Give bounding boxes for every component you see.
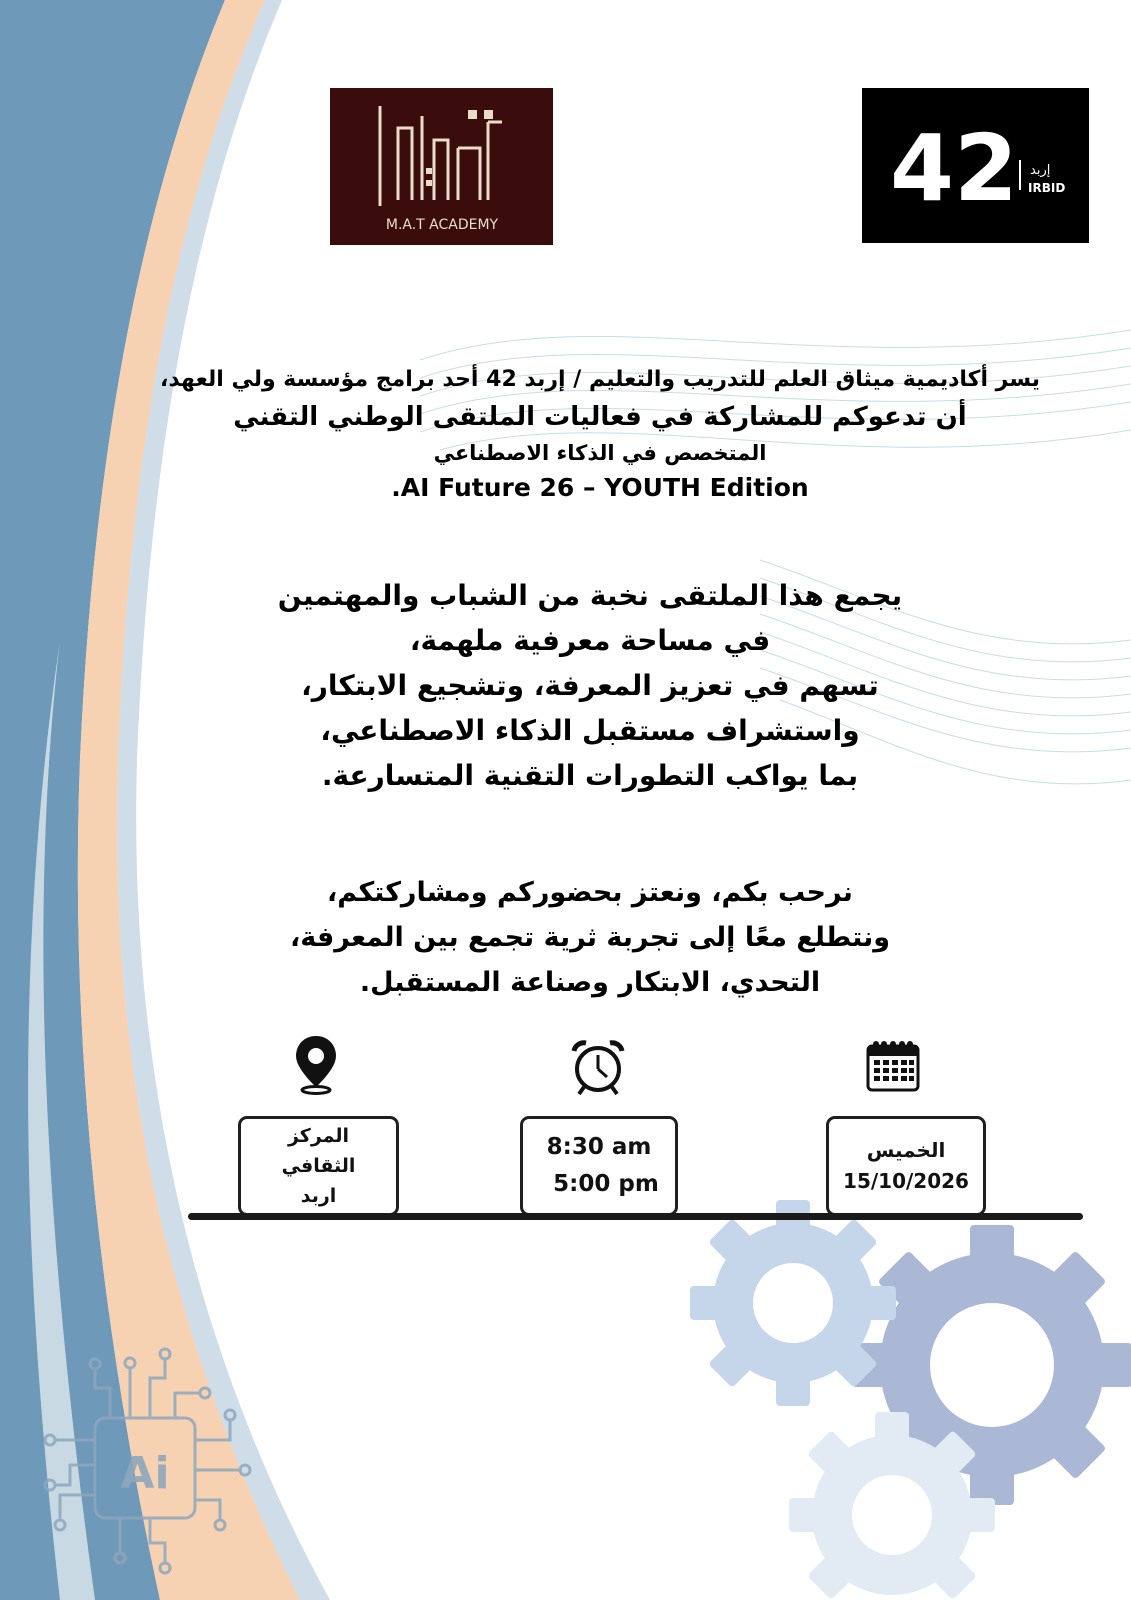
- welcome-line: التحدي، الابتكار وصناعة المستقبل.: [359, 967, 821, 998]
- invitation-line-1: يسر أكاديمية ميثاق العلم للتدريب والتعليم / إربد 42 أحد برامج مؤسسة ولي العهد،: [159, 367, 1040, 392]
- ai-chip-label: Ai: [120, 1448, 170, 1499]
- calendar-icon: [865, 1038, 921, 1094]
- welcome-paragraph: [250, 870, 930, 1005]
- location-line: المركز: [287, 1125, 350, 1147]
- invitation-line-3: المتخصص في الذكاء الاصطناعي: [433, 441, 767, 465]
- location-line: الثقافي: [281, 1155, 356, 1177]
- irbid42-logo-arabic: إربد: [1030, 163, 1051, 178]
- location-box: [238, 1116, 399, 1216]
- irbid42-logo-english: IRBID: [1028, 181, 1066, 195]
- alarm-clock-icon: [568, 1037, 628, 1097]
- event-name: .AI Future 26 – YOUTH Edition: [391, 473, 809, 502]
- about-line: تسهم في تعزيز المعرفة، وتشجيع الابتكار،: [301, 669, 879, 702]
- mat-academy-logo-text: M.A.T ACADEMY: [385, 217, 499, 233]
- mat-academy-logo: [330, 88, 553, 245]
- about-line: بما يواكب التطورات التقنية المتسارعة.: [321, 759, 859, 792]
- location-pin-icon: [291, 1033, 341, 1095]
- date-box: [826, 1116, 986, 1216]
- about-line: يجمع هذا الملتقى نخبة من الشباب والمهتمين: [277, 579, 903, 612]
- about-line: واستشراف مستقبل الذكاء الاصطناعي،: [320, 714, 860, 747]
- about-paragraph: [250, 573, 930, 798]
- timeline-bar: [188, 1213, 1083, 1220]
- event-day: الخميس: [866, 1138, 946, 1162]
- invitation-text: [110, 362, 1090, 506]
- location-line: اربد: [300, 1185, 337, 1207]
- irbid42-logo-number: 42: [889, 115, 1019, 222]
- welcome-line: ونتطلع معًا إلى تجربة ثرية تجمع بين المعرفة،: [289, 922, 891, 953]
- about-line: في مساحة معرفية ملهمة،: [409, 624, 771, 657]
- start-time: 8:30 am: [546, 1134, 652, 1160]
- time-box: [520, 1116, 678, 1216]
- welcome-line: نرحب بكم، ونعتز بحضوركم ومشاركتكم،: [327, 877, 853, 908]
- irbid42-logo: [862, 88, 1089, 243]
- event-date: 15/10/2026: [843, 1169, 969, 1193]
- end-time: 5:00 pm: [553, 1171, 659, 1197]
- invitation-line-2: أن تدعوكم للمشاركة في فعاليات الملتقى الوطني التقني: [233, 402, 967, 432]
